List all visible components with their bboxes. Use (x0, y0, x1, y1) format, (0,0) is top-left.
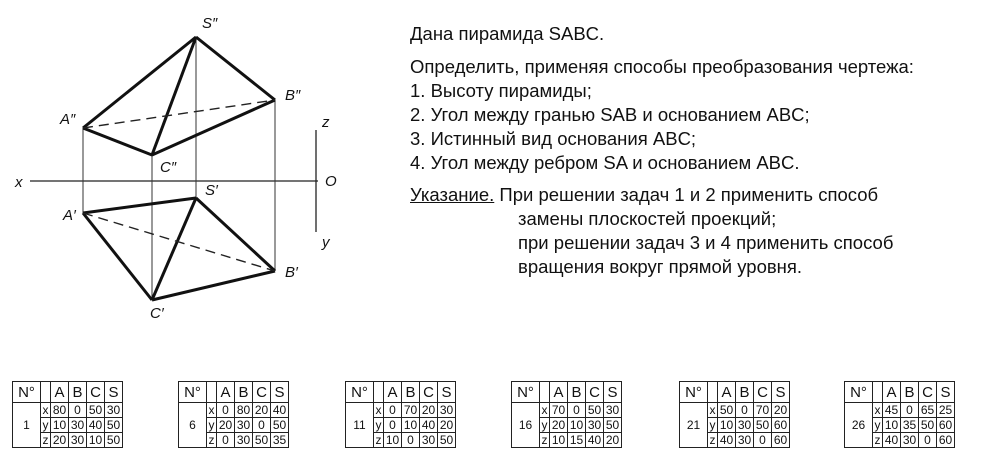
header-no: N° (680, 382, 708, 403)
variant-table-6 (178, 381, 289, 448)
variant-table (844, 381, 955, 448)
coordinate-cell: 50 (718, 403, 736, 418)
coordinate-cell: 65 (919, 403, 937, 418)
point-label-b-frontal: B″ (285, 87, 301, 104)
header-axis-blank (374, 382, 384, 403)
coordinate-cell: 70 (402, 403, 420, 418)
coordinate-cell: 0 (69, 403, 87, 418)
task-item-1: 1. Высоту пирамиды; (410, 80, 592, 101)
header-point: C (754, 382, 772, 403)
axis-label-y: y (322, 234, 330, 251)
header-axis-blank (873, 382, 883, 403)
axis-cell: x (709, 402, 716, 417)
frontal-projection (83, 37, 275, 155)
coordinate-cell: 10 (718, 418, 736, 433)
coordinate-cell: 30 (105, 403, 123, 418)
coordinate-cell: 30 (69, 418, 87, 433)
coordinate-cell: 10 (51, 418, 69, 433)
coordinate-cell: 30 (604, 403, 622, 418)
header-point: B (901, 382, 919, 403)
axis-cell: y (709, 417, 716, 432)
axis-cell: x (208, 402, 215, 417)
header-point: S (772, 382, 790, 403)
header-point: B (69, 382, 87, 403)
coordinate-cell: 35 (271, 433, 289, 448)
point-label-s-horizontal: S′ (205, 182, 218, 199)
header-point: A (550, 382, 568, 403)
header-point: S (438, 382, 456, 403)
header-point: S (604, 382, 622, 403)
coordinate-cell: 30 (69, 433, 87, 448)
table-row (13, 403, 123, 418)
header-point: B (402, 382, 420, 403)
coordinate-cell: 0 (568, 403, 586, 418)
coordinate-cell: 0 (402, 433, 420, 448)
variant-number: 16 (512, 403, 540, 448)
variant-table-1 (12, 381, 123, 448)
header-axis-blank (708, 382, 718, 403)
header-point: B (235, 382, 253, 403)
coordinate-cell: 20 (772, 403, 790, 418)
coordinate-cell: 45 (883, 403, 901, 418)
header-axis-blank (41, 382, 51, 403)
point-label-s-frontal: S″ (202, 15, 218, 32)
header-point: S (105, 382, 123, 403)
coordinate-cell: 40 (87, 418, 105, 433)
coordinate-cell: 20 (550, 418, 568, 433)
header-point: A (718, 382, 736, 403)
table-row (512, 403, 622, 418)
variant-table (345, 381, 456, 448)
coordinate-cell: 10 (384, 433, 402, 448)
pyramid-projection-drawing (0, 0, 400, 345)
header-point: C (253, 382, 271, 403)
coordinate-cell: 20 (51, 433, 69, 448)
coordinate-cell: 0 (754, 433, 772, 448)
coordinate-cell: 50 (271, 418, 289, 433)
edge-ab-horizontal (83, 198, 196, 213)
header-point: B (736, 382, 754, 403)
coordinate-cell: 40 (586, 433, 604, 448)
table-row (680, 403, 790, 418)
axis-cell: y (874, 417, 881, 432)
axis-cell: z (208, 432, 215, 447)
coordinate-cell: 50 (586, 403, 604, 418)
coordinate-cell: 0 (736, 403, 754, 418)
hint-line-3: при решении задач 3 и 4 применить способ (518, 232, 894, 253)
variant-number: 6 (179, 403, 207, 448)
edge-ab-horizontal-hidden (83, 213, 275, 271)
variant-tables (12, 381, 1000, 461)
header-no: N° (346, 382, 374, 403)
coordinate-cell: 50 (919, 418, 937, 433)
coordinate-cell: 50 (87, 403, 105, 418)
coordinate-cell: 60 (937, 418, 955, 433)
coordinate-cell: 60 (937, 433, 955, 448)
coordinate-cell: 30 (235, 418, 253, 433)
coordinate-cell: 30 (901, 433, 919, 448)
coordinate-cell: 30 (736, 433, 754, 448)
header-point: S (937, 382, 955, 403)
axis-cell: z (874, 432, 881, 447)
header-no: N° (179, 382, 207, 403)
header-no: N° (13, 382, 41, 403)
coordinate-cell: 20 (217, 418, 235, 433)
variant-number: 26 (845, 403, 873, 448)
axis-cell: z (375, 432, 382, 447)
coordinate-cell: 40 (718, 433, 736, 448)
axis-cell: z (42, 432, 49, 447)
coordinate-cell: 0 (384, 418, 402, 433)
axis-cell: y (42, 417, 49, 432)
header-no: N° (512, 382, 540, 403)
coordinate-cell: 30 (235, 433, 253, 448)
header-point: A (883, 382, 901, 403)
task-item-4: 4. Угол между ребром SA и основанием ABC. (410, 152, 800, 173)
coordinate-cell: 70 (754, 403, 772, 418)
coordinate-cell: 20 (604, 433, 622, 448)
variant-number: 21 (680, 403, 708, 448)
axis-cell: x (42, 402, 49, 417)
axis-cell: y (541, 417, 548, 432)
axis-cell: x (541, 402, 548, 417)
hint-line-2: замены плоскостей проекций; (518, 208, 777, 229)
point-label-a-horizontal: A′ (63, 207, 76, 224)
variant-table (679, 381, 790, 448)
coordinate-cell: 60 (772, 433, 790, 448)
header-point: A (51, 382, 69, 403)
coordinate-cell: 50 (754, 418, 772, 433)
coordinate-cell: 50 (604, 418, 622, 433)
hint-line-4: вращения вокруг прямой уровня. (518, 256, 803, 277)
coordinate-cell: 0 (384, 403, 402, 418)
coordinate-cell: 70 (550, 403, 568, 418)
header-point: C (87, 382, 105, 403)
table-row (346, 403, 456, 418)
header-point: B (568, 382, 586, 403)
variant-table-21 (679, 381, 790, 448)
coordinate-cell: 40 (883, 433, 901, 448)
coordinate-cell: 0 (217, 433, 235, 448)
coordinate-cell: 0 (919, 433, 937, 448)
axis-cell: y (208, 417, 215, 432)
axis-cell: x (375, 402, 382, 417)
point-label-c-horizontal: C′ (150, 305, 164, 322)
coordinate-cell: 50 (105, 418, 123, 433)
header-point: C (919, 382, 937, 403)
coordinate-cell: 50 (253, 433, 271, 448)
header-axis-blank (540, 382, 550, 403)
coordinate-cell: 40 (420, 418, 438, 433)
axis-cell: z (709, 432, 716, 447)
coordinate-cell: 60 (772, 418, 790, 433)
header-axis-blank (207, 382, 217, 403)
coordinate-cell: 30 (586, 418, 604, 433)
task-text (410, 22, 995, 279)
axis-label-o: O (325, 173, 337, 190)
task-intro: Дана пирамида SABC. (410, 23, 605, 44)
coordinate-cell: 20 (253, 403, 271, 418)
point-label-a-frontal: A″ (60, 111, 76, 128)
hint-text-1: При решении задач 1 и 2 применить способ (499, 184, 879, 205)
coordinate-cell: 0 (217, 403, 235, 418)
coordinate-cell: 20 (438, 418, 456, 433)
variant-table (178, 381, 289, 448)
hint-line-1 (410, 183, 995, 207)
variant-table (12, 381, 123, 448)
coordinate-cell: 80 (51, 403, 69, 418)
edge-sb-horizontal (196, 198, 275, 271)
axis-label-x: x (15, 174, 23, 191)
header-point: S (271, 382, 289, 403)
coordinate-cell: 50 (438, 433, 456, 448)
axis-cell: x (874, 402, 881, 417)
coordinate-cell: 20 (420, 403, 438, 418)
edge-sb-frontal (196, 37, 275, 100)
task-prompt: Определить, применяя способы преобразования чертежа: (410, 56, 914, 77)
coordinate-cell: 50 (105, 433, 123, 448)
coordinate-cell: 30 (420, 433, 438, 448)
coordinate-cell: 30 (438, 403, 456, 418)
header-point: A (384, 382, 402, 403)
table-row (845, 403, 955, 418)
point-label-c-frontal: C″ (160, 159, 177, 176)
coordinate-cell: 25 (937, 403, 955, 418)
coordinate-cell: 80 (235, 403, 253, 418)
coordinate-cell: 40 (271, 403, 289, 418)
coordinate-cell: 10 (87, 433, 105, 448)
axis-cell: z (541, 432, 548, 447)
task-item-3: 3. Истинный вид основания ABC; (410, 128, 697, 149)
coordinate-cell: 35 (901, 418, 919, 433)
table-row (179, 403, 289, 418)
edge-ac-frontal (83, 128, 152, 155)
variant-table-11 (345, 381, 456, 448)
coordinate-cell: 10 (550, 433, 568, 448)
variant-number: 1 (13, 403, 41, 448)
edge-sc-horizontal (152, 198, 196, 300)
header-point: C (420, 382, 438, 403)
horizontal-projection (83, 198, 275, 300)
coordinate-cell: 0 (253, 418, 271, 433)
coordinate-cell: 30 (736, 418, 754, 433)
task-item-2: 2. Угол между гранью SAB и основанием ABC; (410, 104, 810, 125)
coordinate-cell: 0 (901, 403, 919, 418)
edge-bc-horizontal (152, 271, 275, 300)
header-point: A (217, 382, 235, 403)
variant-table-16 (511, 381, 622, 448)
variant-table-26 (844, 381, 955, 448)
point-label-b-horizontal: B′ (285, 264, 298, 281)
coordinate-cell: 10 (883, 418, 901, 433)
edge-ac-horizontal (83, 213, 152, 300)
variant-table (511, 381, 622, 448)
header-point: C (586, 382, 604, 403)
axis-cell: y (375, 417, 382, 432)
variant-number: 11 (346, 403, 374, 448)
coordinate-cell: 10 (402, 418, 420, 433)
coordinate-cell: 10 (568, 418, 586, 433)
header-no: N° (845, 382, 873, 403)
coordinate-cell: 15 (568, 433, 586, 448)
axis-label-z: z (322, 114, 330, 131)
hint-label: Указание. (410, 184, 495, 205)
